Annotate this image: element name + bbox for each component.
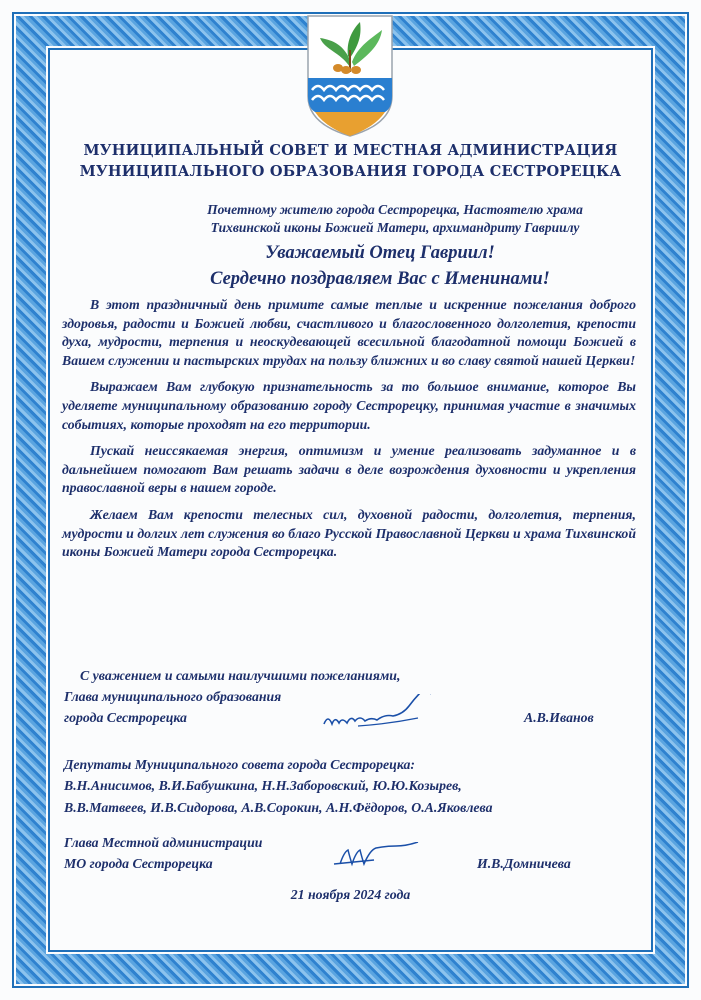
body-paragraph-3: Пускай неиссякаемая энергия, оптимизм и умение реализовать задуманное и в дальнейшем помогают Вам решать задачи в деле возрождения духовности и укрепления православной веры в нашем городе. [62,443,636,496]
body-paragraph-2: Выражаем Вам глубокую признательность за то большое внимание, которое Вы уделяете муниципальному образованию городу Сестрорецку, принимая участие в значимых событиях, которые проходят на его территории. [62,379,636,432]
body-paragraph-4: Желаем Вам крепости телесных сил, духовной радости, долголетия, терпения, мудрости и долгих лет служения во благо Русской Православной Церкви и храма Тихвинской иконы Божией Матери города Сестрорецка. [62,506,636,560]
admin-name: И.В.Домничева [477,856,571,871]
deputies-names-line1: В.Н.Анисимов, В.И.Бабушкина, Н.Н.Заборовский, Ю.Ю.Козырев, [64,778,462,793]
salutation-line2: Сердечно поздравляем Вас с Именинами! [210,269,550,289]
body-paragraph-1: В этот праздничный день примите самые теплые и искренние пожелания доброго здоровья, радости и Божией любви, счастливого и благословенного долголетия, крепости духа, мудрости, терпения и неоскудевающей всесильной благодатной помощи Божией в Вашем служении и пастырских трудах на пользу ближних и во славу святой нашей Церкви! [62,297,636,368]
deputies-title: Депутаты Муниципального совета города Сестрорецка: [64,757,415,772]
head-title-line2: города Сестрорецка [64,710,187,725]
issuer-heading-line2: МУНИЦИПАЛЬНОГО ОБРАЗОВАНИЯ ГОРОДА СЕСТРОРЕЦКА [79,163,622,180]
addressee-block [150,201,640,237]
head-signature [318,694,468,734]
deputies-names-line2: В.В.Матвеев, И.В.Сидорова, А.В.Сорокин, А.Н.Фёдоров, О.А.Яковлева [64,800,493,815]
head-title-line1: Глава муниципального образования [64,689,282,704]
salutation-block [120,240,640,292]
letter-date: 21 ноября 2024 года [290,887,411,902]
admin-title-line1: Глава Местной администрации [64,835,263,850]
admin-title-line2: МО города Сестрорецка [64,856,213,871]
issuer-heading-line1: МУНИЦИПАЛЬНЫЙ СОВЕТ И МЕСТНАЯ АДМИНИСТРАЦИЯ [83,142,618,159]
addressee-line2: Тихвинской иконы Божией Матери, архимандриту Гавриилу [210,220,580,235]
addressee-line1: Почетному жителю города Сестрорецка, Настоятелю храма [207,202,583,217]
admin-signature [330,842,440,872]
head-name: А.В.Иванов [524,710,594,725]
regards-line: С уважением и самыми наилучшими пожеланиями, [80,668,401,683]
issuer-heading [48,140,653,182]
letter-body [62,296,636,570]
coat-of-arms-emblem [300,12,400,140]
salutation-line1: Уважаемый Отец Гавриил! [265,243,495,263]
